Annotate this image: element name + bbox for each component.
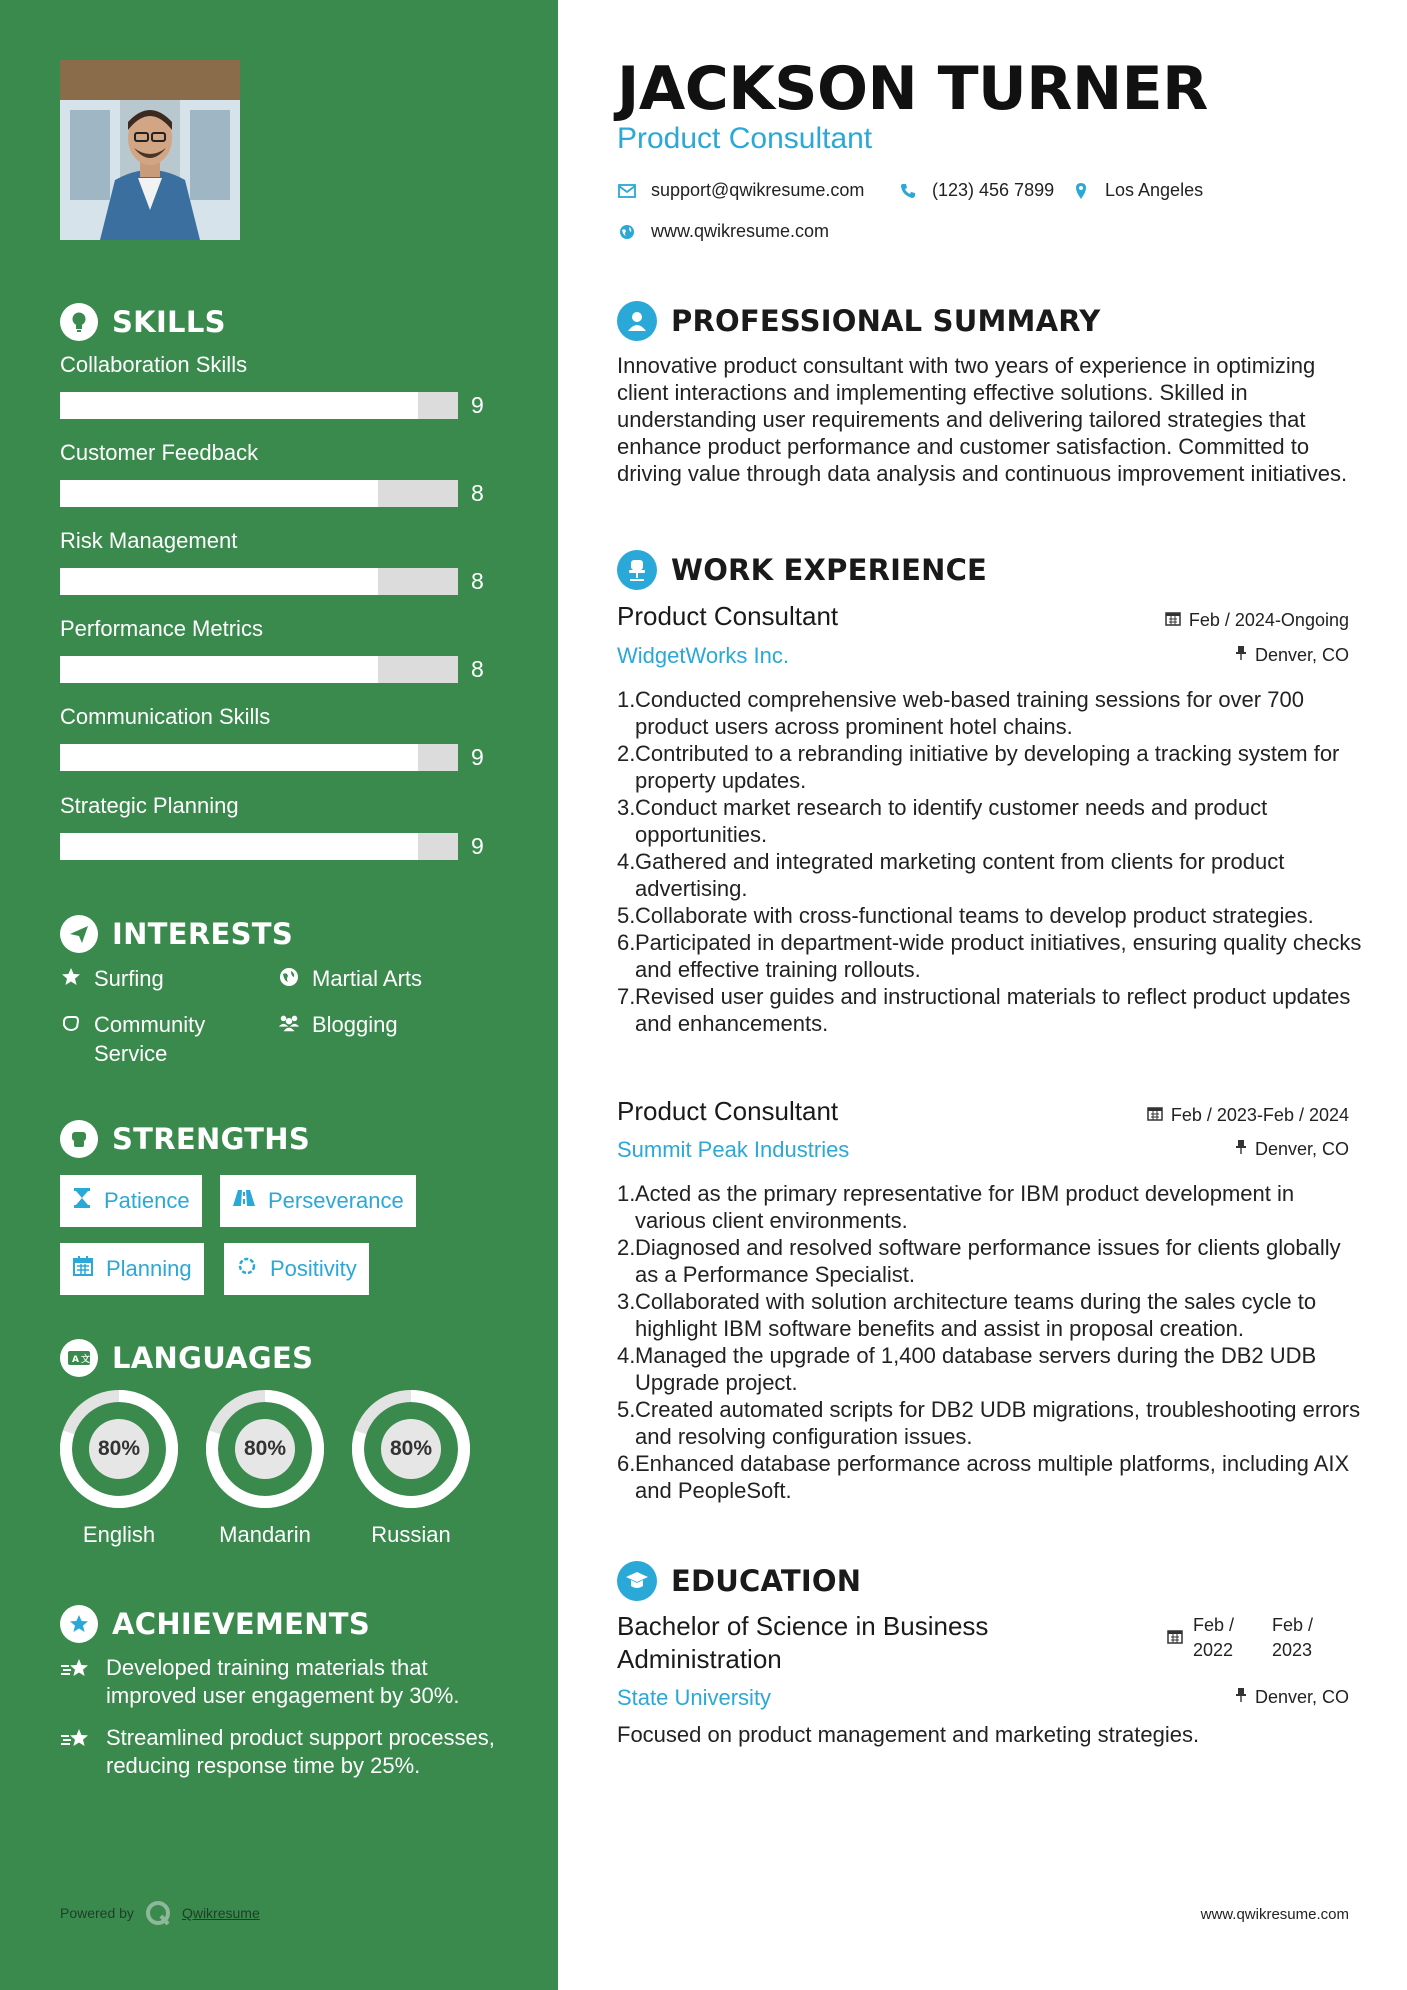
globe-icon	[617, 224, 637, 240]
summary-text: Innovative product consultant with two years of experience in optimizing client interactions and implementing effective solutions. Skilled in understanding user requirements and delivering tailored strategies that enhance product performance and customer satisfaction. Committed to driving value through data analysis and continuous improvement initiatives.	[617, 353, 1348, 486]
language-item	[350, 1388, 472, 1548]
education-date-to: Feb / 2023	[1272, 1615, 1314, 1660]
sidebar	[0, 0, 558, 1990]
language-name: English	[82, 1522, 156, 1547]
list-item: 7. Revised user guides and instructional materials to reflect product updates and enhancements.	[617, 984, 1351, 1036]
job-title: Product Consultant	[617, 1096, 839, 1126]
list-item: 4. Managed the upgrade of 1,400 database servers during the DB2 UDB Upgrade project.	[617, 1343, 1317, 1395]
skill-value: 9	[471, 744, 484, 770]
list-item: 5. Collaborate with cross-functional teams to develop product strategies.	[617, 903, 1314, 928]
globe-icon	[278, 964, 300, 993]
skill-bar	[60, 568, 458, 595]
language-name: Mandarin	[219, 1522, 311, 1547]
interest-item: Blogging	[278, 1010, 398, 1039]
svg-text:A: A	[72, 1355, 79, 1365]
languages-heading: A 文 LANGUAGES	[60, 1339, 313, 1377]
skill-label: Communication Skills	[60, 704, 271, 729]
skill-value: 8	[471, 480, 484, 506]
office-chair-icon	[617, 550, 657, 590]
skill-value: 8	[471, 568, 484, 594]
fist-icon	[60, 1120, 98, 1158]
hand-icon	[60, 1010, 82, 1068]
list-item: 1. Conducted comprehensive web-based training sessions for over 700 product users across prominent hotel chains.	[617, 687, 1304, 739]
qwikresume-logo-icon	[144, 1899, 172, 1927]
job-company: WidgetWorks Inc.	[617, 643, 789, 668]
strength-tag: Planning	[60, 1243, 204, 1295]
candidate-name: JACKSON TURNER	[617, 54, 1208, 124]
job-location: Denver, CO	[1235, 1139, 1349, 1160]
school-name: State University	[617, 1685, 772, 1710]
language-ring	[204, 1388, 326, 1510]
list-item: 3. Collaborated with solution architecture teams during the sales cycle to highlight IBM software benefits and assist in proposal creation.	[617, 1289, 1317, 1341]
website-link[interactable]: www.qwikresume.com	[651, 221, 830, 241]
language-item	[204, 1388, 326, 1548]
pushpin-icon	[1235, 1139, 1247, 1160]
powered-by: Powered by Qwikresume	[60, 1899, 260, 1927]
contact-website	[617, 221, 829, 242]
group-icon	[278, 1010, 300, 1039]
education-heading: EDUCATION	[617, 1561, 861, 1601]
list-item: 6. Enhanced database performance across multiple platforms, including AIX and PeopleSoft.	[617, 1451, 1350, 1503]
qwikresume-link[interactable]: Qwikresume	[181, 1905, 260, 1921]
skills-heading: SKILLS	[60, 303, 226, 341]
job-company: Summit Peak Industries	[617, 1137, 850, 1162]
language-ring	[350, 1388, 472, 1510]
achievements-heading: ACHIEVEMENTS	[60, 1605, 370, 1643]
education-date-from: Feb / 2022	[1193, 1615, 1235, 1660]
list-item: 5. Created automated scripts for DB2 UDB migrations, troubleshooting errors and resolving configuration issues.	[617, 1397, 1361, 1449]
pushpin-icon	[1235, 645, 1247, 666]
list-item: 4. Gathered and integrated marketing content from clients for product advertising.	[617, 849, 1285, 901]
job-location: Denver, CO	[1235, 645, 1349, 666]
language-percent: 80%	[381, 1419, 441, 1479]
contact-email	[617, 180, 864, 201]
list-item: 1. Acted as the primary representative for IBM product development in various client environments.	[617, 1181, 1295, 1233]
job-bullets	[617, 1180, 1362, 1504]
hourglass-icon	[72, 1187, 92, 1215]
list-item: 2. Diagnosed and resolved software performance issues for clients globally as a Performance Specialist.	[617, 1235, 1341, 1287]
language-item	[58, 1388, 180, 1548]
contact-phone	[898, 180, 1054, 201]
star-icon	[60, 964, 82, 993]
strength-tag: Patience	[60, 1175, 202, 1227]
language-percent: 80%	[235, 1419, 295, 1479]
profile-photo	[60, 60, 240, 240]
achievement-item: Developed training materials that improved user engagement by 30%.	[60, 1654, 500, 1710]
email-link[interactable]: support@qwikresume.com	[651, 180, 865, 200]
skill-bar	[60, 656, 458, 683]
job-title: Product Consultant	[617, 601, 839, 631]
interest-item: Martial Arts	[278, 964, 422, 993]
shooting-star-icon	[60, 1724, 92, 1780]
skill-value: 9	[471, 392, 484, 418]
lightbulb-icon	[60, 303, 98, 341]
language-percent: 80%	[89, 1419, 149, 1479]
skill-bar	[60, 480, 458, 507]
map-pin-icon	[1071, 182, 1091, 200]
skill-label: Customer Feedback	[60, 440, 259, 465]
pushpin-icon	[1235, 1687, 1247, 1708]
calendar-icon	[1165, 610, 1181, 631]
sun-icon	[236, 1255, 258, 1283]
degree-title: Bachelor of Science in Business Administration	[617, 1611, 989, 1674]
job-bullets	[617, 686, 1362, 1037]
achievement-item: Streamlined product support processes, reducing response time by 25%.	[60, 1724, 500, 1780]
list-item: 6. Participated in department-wide product initiatives, ensuring quality checks and effective training rollouts.	[617, 930, 1362, 982]
skill-label: Strategic Planning	[60, 793, 239, 818]
list-item: 2. Contributed to a rebranding initiative by developing a tracking system for property updates.	[617, 741, 1340, 793]
shooting-star-icon	[60, 1654, 92, 1710]
strength-tag: Perseverance	[220, 1175, 416, 1227]
education-location: Denver, CO	[1235, 1687, 1349, 1708]
phone-text: (123) 456 7899	[932, 180, 1055, 200]
envelope-icon	[617, 184, 637, 198]
strengths-heading: STRENGTHS	[60, 1120, 310, 1158]
job-dates: Feb / 2023-Feb / 2024	[1147, 1105, 1349, 1126]
star-badge-icon	[60, 1605, 98, 1643]
skill-label: Risk Management	[60, 528, 238, 553]
svg-text:文: 文	[81, 1355, 91, 1365]
calendar-icon	[1147, 1105, 1163, 1126]
skill-bar	[60, 744, 458, 771]
footer-url[interactable]: www.qwikresume.com	[1200, 1906, 1349, 1923]
interest-item: Community Service	[60, 1010, 260, 1068]
calendar-icon	[1167, 1628, 1183, 1649]
skill-label: Performance Metrics	[60, 616, 263, 641]
skill-bar	[60, 392, 458, 419]
job-dates: Feb / 2024-Ongoing	[1165, 610, 1349, 631]
skill-value: 8	[471, 656, 484, 682]
experience-heading: WORK EXPERIENCE	[617, 550, 987, 590]
candidate-role: Product Consultant	[617, 122, 873, 155]
interest-item: Surfing	[60, 964, 164, 993]
road-icon	[232, 1188, 256, 1214]
user-icon	[617, 301, 657, 341]
skill-label: Collaboration Skills	[60, 352, 248, 377]
list-item: 3. Conduct market research to identify customer needs and product opportunities.	[617, 795, 1268, 847]
interests-heading: INTERESTS	[60, 915, 293, 953]
graduation-cap-icon	[617, 1561, 657, 1601]
phone-icon	[898, 183, 918, 199]
education-description: Focused on product management and marketing strategies.	[617, 1722, 1200, 1747]
language-name: Russian	[371, 1522, 451, 1547]
language-ring	[58, 1388, 180, 1510]
translate-icon	[60, 1339, 98, 1377]
calendar-icon	[72, 1255, 94, 1283]
strength-tag: Positivity	[224, 1243, 369, 1295]
location-text: Los Angeles	[1105, 180, 1204, 200]
summary-heading: PROFESSIONAL SUMMARY	[617, 301, 1100, 341]
skill-value: 9	[471, 833, 484, 859]
contact-location	[1071, 180, 1203, 201]
skill-bar	[60, 833, 458, 860]
paper-plane-icon	[60, 915, 98, 953]
